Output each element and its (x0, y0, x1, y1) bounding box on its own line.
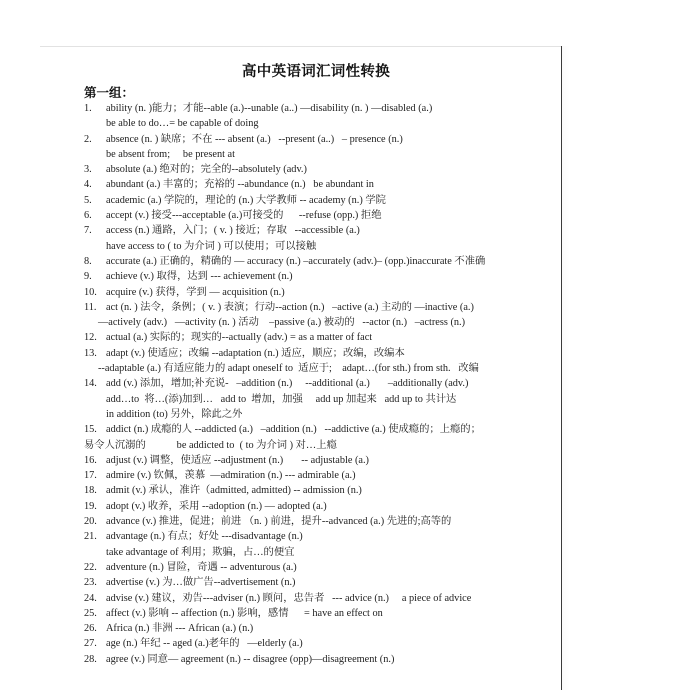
entry-number: 21. (84, 531, 97, 543)
vocabulary-entry (84, 269, 558, 284)
entry-text: acquire (v.) 获得，学到 — acquisition (n.) (106, 286, 285, 298)
vocabulary-entry (84, 162, 558, 177)
entry-line-primary (84, 132, 558, 147)
vocabulary-entry (84, 346, 558, 377)
vocabulary-entry (84, 499, 558, 514)
vocabulary-entry (84, 300, 558, 331)
entry-text: advance (v.) 推进，促进；前进 （n. ) 前进，提升--advanced (a.) 先进的;高等的 (106, 516, 452, 528)
vocabulary-entry (84, 330, 558, 345)
entry-line-continuation (84, 116, 558, 131)
entry-number: 5. (84, 194, 92, 206)
entry-text: --adaptable (a.) 有适应能力的 adapt oneself to 适应于; adapt…(for sth.) from sth. 改编 (98, 363, 479, 375)
vocabulary-entry (84, 453, 558, 468)
entry-text: 易令人沉溺的 be addicted to ( to 为介词 ) 对…上瘾 (84, 439, 337, 451)
entry-line-continuation (84, 438, 558, 453)
vocabulary-entry (84, 560, 558, 575)
entry-line-continuation (84, 407, 558, 422)
vocabulary-entry (84, 422, 558, 453)
vocabulary-entry (84, 621, 558, 636)
entry-text: adjust (v.) 调整，使适应 --adjustment (n.) -- adjustable (a.) (106, 454, 369, 466)
entry-text: abundant (a.) 丰富的；充裕的 --abundance (n.) be abundant in (106, 179, 374, 191)
vocabulary-entry (84, 208, 558, 223)
entry-line-primary (84, 652, 558, 667)
vocabulary-entry (84, 483, 558, 498)
entry-line-continuation (84, 545, 558, 560)
entry-text: access (n.) 通路，入门；( v. ) 接近；存取 --accessible (a.) (106, 225, 360, 237)
entry-text: absolute (a.) 绝对的；完全的--absolutely (adv.) (106, 164, 307, 176)
entry-number: 18. (84, 485, 97, 497)
entry-line-primary (84, 300, 558, 315)
vocabulary-entry (84, 132, 558, 163)
entry-number: 9. (84, 271, 92, 283)
entry-line-primary (84, 591, 558, 606)
entry-text: accept (v.) 接受---acceptable (a.)可接受的 --refuse (opp.) 拒绝 (106, 210, 382, 222)
entry-line-continuation (84, 147, 558, 162)
vocabulary-entry (84, 376, 558, 422)
vocabulary-entry (84, 529, 558, 560)
entry-line-primary (84, 422, 558, 437)
entry-line-continuation (84, 361, 558, 376)
vocabulary-entry (84, 514, 558, 529)
entry-number: 22. (84, 561, 97, 573)
vocabulary-entry (84, 285, 558, 300)
entry-line-primary (84, 575, 558, 590)
entry-text: Africa (n.) 非洲 --- African (a.) (n.) (106, 623, 254, 635)
vocabulary-entry (84, 101, 558, 132)
entry-number: 2. (84, 133, 92, 145)
entry-line-primary (84, 483, 558, 498)
entry-number: 11. (84, 301, 97, 313)
entry-text: absence (n. ) 缺席；不在 --- absent (a.) --present (a..) – presence (n.) (106, 133, 403, 145)
entry-number: 27. (84, 638, 97, 650)
entry-text: age (n.) 年纪 -- aged (a.)老年的 —elderly (a.) (106, 638, 303, 650)
entry-line-primary (84, 636, 558, 651)
entry-text: admit (v.) 承认，准许（admitted, admitted) -- admission (n.) (106, 485, 362, 497)
entry-line-continuation (84, 239, 558, 254)
entry-number: 24. (84, 592, 97, 604)
entry-text: achieve (v.) 取得，达到 --- achievement (n.) (106, 271, 293, 283)
vocabulary-entry (84, 575, 558, 590)
entry-text: have access to ( to 为介词 ) 可以使用；可以接触 (106, 240, 317, 252)
entry-line-primary (84, 621, 558, 636)
entry-number: 23. (84, 577, 97, 589)
entry-line-primary (84, 254, 558, 269)
entry-line-continuation (84, 315, 558, 330)
entry-line-primary (84, 177, 558, 192)
entry-line-primary (84, 193, 558, 208)
entry-text: actual (a.) 实际的；现实的--actually (adv.) = as a matter of fact (106, 332, 373, 344)
vocabulary-entry (84, 223, 558, 254)
entry-line-primary (84, 376, 558, 391)
entry-line-primary (84, 529, 558, 544)
entry-text: advise (v.) 建议，劝告---adviser (n.) 顾问，忠告者 --- advice (n.) a piece of advice (106, 592, 472, 604)
entry-number: 4. (84, 179, 92, 191)
entry-text: adventure (n.) 冒险，奇遇 -- adventurous (a.) (106, 561, 297, 573)
entry-number: 26. (84, 623, 97, 635)
entry-line-primary (84, 223, 558, 238)
entry-number: 25. (84, 607, 97, 619)
entry-line-primary (84, 346, 558, 361)
entry-number: 15. (84, 424, 97, 436)
entry-text: take advantage of 利用；欺骗，占…的便宜 (106, 546, 295, 558)
entry-text: admire (v.) 钦佩，羡慕 —admiration (n.) --- admirable (a.) (106, 470, 356, 482)
entry-line-primary (84, 453, 558, 468)
entry-text: in addition (to) 另外，除此之外 (106, 408, 243, 420)
entry-line-primary (84, 162, 558, 177)
entry-line-primary (84, 514, 558, 529)
entry-line-primary (84, 330, 558, 345)
vocabulary-entry (84, 652, 558, 667)
group-heading: 第一组： (84, 85, 135, 100)
entry-text: affect (v.) 影响 -- affection (n.) 影响，感情 = have an effect on (106, 607, 383, 619)
entry-line-primary (84, 560, 558, 575)
entry-number: 20. (84, 516, 97, 528)
entry-line-primary (84, 606, 558, 621)
vocabulary-entry (84, 193, 558, 208)
vocabulary-entry (84, 591, 558, 606)
entry-text: be able to do…= be capable of doing (106, 118, 259, 130)
vocabulary-entry (84, 636, 558, 651)
entry-line-primary (84, 285, 558, 300)
page-scan-edge (562, 46, 570, 690)
entry-number: 17. (84, 470, 97, 482)
entry-text: act (n. ) 法令，条例；( v. ) 表演；行动--action (n.) –active (a.) 主动的 —inactive (a.) (106, 301, 474, 313)
vocabulary-entry-list (84, 101, 558, 667)
entry-line-primary (84, 499, 558, 514)
entry-number: 16. (84, 454, 97, 466)
vocabulary-entry (84, 254, 558, 269)
entry-number: 28. (84, 653, 97, 665)
entry-number: 3. (84, 164, 92, 176)
vocabulary-entry (84, 177, 558, 192)
entry-text: accurate (a.) 正确的，精确的 — accuracy (n.) –accurately (adv.)– (opp.)inaccurate 不准确 (106, 255, 486, 267)
entry-number: 6. (84, 210, 92, 222)
entry-number: 8. (84, 255, 92, 267)
entry-text: add (v.) 添加，增加;补充说- –addition (n.) --additional (a.) –additionally (adv.) (106, 378, 469, 390)
entry-line-continuation (84, 392, 558, 407)
entry-text: advertise (v.) 为…做广告--advertisement (n.) (106, 577, 296, 589)
entry-number: 10. (84, 286, 97, 298)
entry-number: 14. (84, 378, 97, 390)
entry-text: ability (n. )能力；才能--able (a.)--unable (a..) —disability (n. ) —disabled (a.) (106, 103, 433, 114)
entry-text: agree (v.) 同意— agreement (n.) -- disagree (opp)—disagreement (n.) (106, 653, 395, 665)
entry-number: 19. (84, 500, 97, 512)
entry-text: be absent from; be present at (106, 148, 235, 160)
entry-line-primary (84, 468, 558, 483)
entry-text: add…to 将…(添)加到… add to 增加，加强 add up 加起来 add up to 共计达 (106, 393, 457, 405)
entry-text: academic (a.) 学院的，理论的 (n.) 大学教师 -- academy (n.) 学院 (106, 194, 386, 206)
vocabulary-entry (84, 468, 558, 483)
entry-number: 12. (84, 332, 97, 344)
entry-number: 13. (84, 347, 97, 359)
vocabulary-entry (84, 606, 558, 621)
entry-text: —actively (adv.) —activity (n. ) 活动 –passive (a.) 被动的 --actor (n.) –actress (n.) (98, 317, 466, 329)
entry-text: advantage (n.) 有点；好处 ---disadvantage (n.) (106, 531, 303, 543)
entry-line-primary (84, 208, 558, 223)
entry-line-primary (84, 101, 558, 116)
entry-text: adapt (v.) 使适应；改编 --adaptation (n.) 适应，顺应；改编，改编本 (106, 347, 405, 359)
entry-text: adopt (v.) 收养，采用 --adoption (n.) — adopted (a.) (106, 500, 327, 512)
entry-number: 1. (84, 103, 92, 114)
page-title: 高中英语词汇词性转换 (242, 64, 390, 80)
entry-line-primary (84, 269, 558, 284)
entry-text: addict (n.) 成瘾的人 --addicted (a.) –addition (n.) --addictive (a.) 使成瘾的；上瘾的； (106, 424, 481, 436)
entry-number: 7. (84, 225, 92, 237)
